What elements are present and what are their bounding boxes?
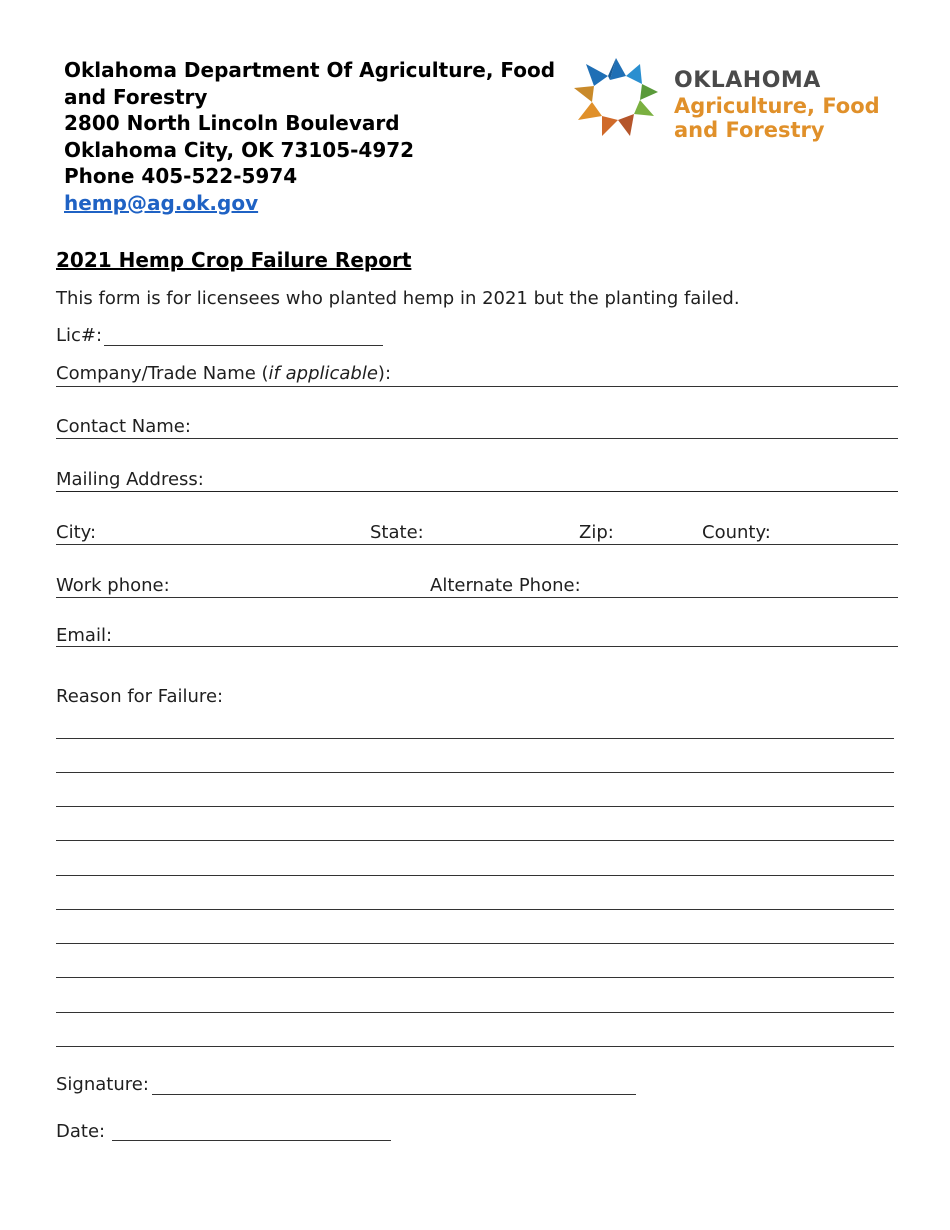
- signature-label: Signature:: [56, 1074, 149, 1095]
- email-label: Email:: [56, 625, 113, 646]
- logo-line-forestry: and Forestry: [674, 118, 825, 142]
- lic-label: Lic#:: [56, 325, 103, 346]
- form-intro: This form is for licensees who planted hemp in 2021 but the planting failed.: [56, 288, 740, 309]
- company-label: Company/Trade Name (if applicable):: [56, 363, 392, 384]
- city-state-zip: Oklahoma City, OK 73105-4972: [64, 137, 415, 162]
- alt-phone-label: Alternate Phone:: [430, 575, 581, 596]
- city-input-line[interactable]: [56, 544, 898, 545]
- zip-label: Zip:: [579, 522, 614, 543]
- street-address: 2800 North Lincoln Boulevard: [64, 111, 400, 135]
- signature-input-line[interactable]: [152, 1094, 636, 1095]
- reason-line[interactable]: [56, 1012, 894, 1013]
- mailing-label: Mailing Address:: [56, 469, 204, 490]
- lic-input-line[interactable]: [104, 345, 383, 346]
- date-input-line[interactable]: [112, 1140, 391, 1141]
- state-label: State:: [370, 522, 424, 543]
- phone-number: Phone 405-522-5974: [64, 164, 298, 188]
- reason-line[interactable]: [56, 840, 894, 841]
- reason-line[interactable]: [56, 875, 894, 876]
- star-logo-icon: [570, 54, 662, 146]
- date-label: Date:: [56, 1121, 106, 1142]
- org-name-line1: Oklahoma Department Of Agriculture, Food: [64, 58, 556, 82]
- city-label: City:: [56, 522, 97, 543]
- agency-logo: [570, 52, 890, 152]
- contact-label: Contact Name:: [56, 416, 191, 437]
- reason-line[interactable]: [56, 1046, 894, 1047]
- email-input-line[interactable]: [56, 646, 898, 647]
- logo-line-oklahoma: OKLAHOMA: [674, 68, 821, 93]
- reason-line[interactable]: [56, 977, 894, 978]
- reason-label: Reason for Failure:: [56, 686, 224, 707]
- reason-line[interactable]: [56, 943, 894, 944]
- reason-line[interactable]: [56, 772, 894, 773]
- org-name-line2: and Forestry: [64, 84, 208, 109]
- logo-line-agriculture: Agriculture, Food: [674, 94, 880, 118]
- form-title: 2021 Hemp Crop Failure Report: [56, 248, 412, 272]
- email-link[interactable]: hemp@ag.ok.gov: [64, 190, 259, 215]
- contact-input-line[interactable]: [56, 438, 898, 439]
- work-phone-label: Work phone:: [56, 575, 170, 596]
- reason-line[interactable]: [56, 806, 894, 807]
- header-address-block: [64, 57, 555, 216]
- county-label: County:: [702, 522, 771, 543]
- company-input-line[interactable]: [56, 386, 898, 387]
- reason-line[interactable]: [56, 738, 894, 739]
- reason-line[interactable]: [56, 909, 894, 910]
- mailing-input-line[interactable]: [56, 491, 898, 492]
- phone-input-line[interactable]: [56, 597, 898, 598]
